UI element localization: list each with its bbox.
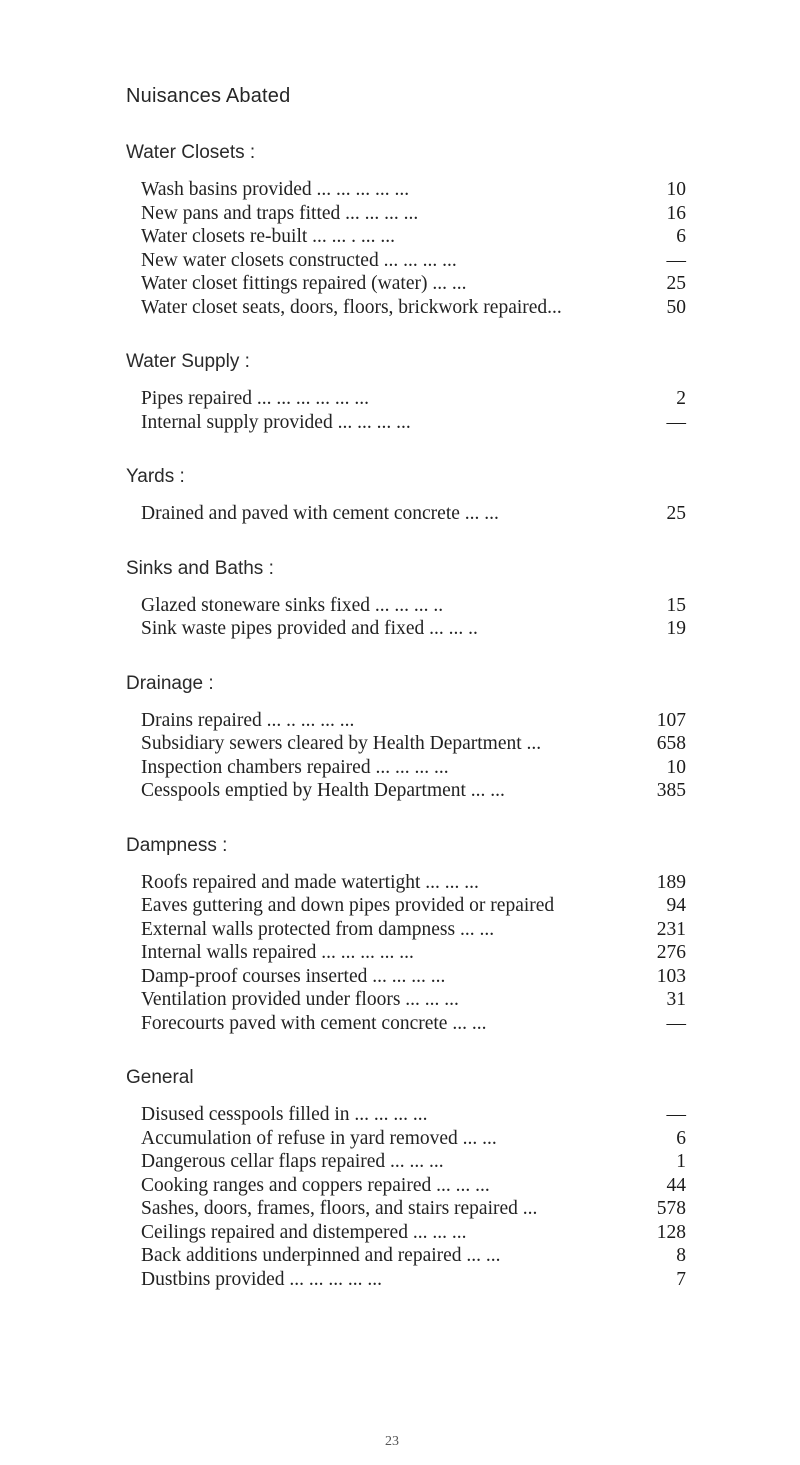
table-row: [126, 178, 686, 202]
table-row: [126, 941, 686, 965]
row-value: 10: [666, 756, 686, 778]
row-value: 10: [666, 179, 686, 200]
table-row: [126, 272, 686, 296]
row-value: 94: [666, 895, 686, 916]
row-label: Pipes repaired ... ... ... ... ... ...: [141, 388, 370, 409]
table-row: [126, 202, 686, 226]
row-value: 276: [656, 942, 686, 963]
row-value: 19: [666, 618, 686, 639]
row-value: 6: [676, 1127, 686, 1149]
section-heading: General: [126, 1067, 194, 1088]
table-row: [126, 779, 686, 803]
row-value: 31: [666, 989, 686, 1010]
section-sinks-and-baths: [126, 556, 686, 641]
section-heading: Water Closets :: [126, 142, 256, 163]
page-number: 23: [385, 1434, 399, 1449]
row-value: 15: [666, 594, 686, 616]
row-value: —: [666, 411, 686, 433]
row-value: 44: [666, 1174, 686, 1196]
table-row: [126, 1197, 686, 1221]
table-row: [126, 1244, 686, 1268]
row-value: 128: [656, 1221, 686, 1243]
row-value: 50: [666, 296, 686, 318]
row-label: Accumulation of refuse in yard removed ... ...: [141, 1127, 497, 1149]
row-value: 6: [676, 226, 686, 247]
table-row: [126, 988, 686, 1012]
row-value: 25: [666, 503, 686, 524]
row-label: New water closets constructed ... ... ... ...: [141, 249, 457, 271]
row-value: 1: [676, 1151, 686, 1172]
row-value: 103: [656, 965, 686, 987]
row-label: Forecourts paved with cement concrete ... ...: [141, 1012, 487, 1034]
row-label: Eaves guttering and down pipes provided or repaired: [141, 895, 555, 916]
table-row: [126, 1174, 686, 1198]
row-value: 231: [656, 918, 686, 940]
row-value: 385: [656, 780, 686, 801]
row-value: 16: [666, 202, 686, 224]
table-row: [126, 732, 686, 756]
table-row: [126, 756, 686, 780]
table-row: [126, 871, 686, 895]
row-value: —: [666, 1012, 686, 1034]
table-row: [126, 1103, 686, 1127]
row-label: Roofs repaired and made watertight ... ... ...: [141, 871, 479, 893]
row-label: Cooking ranges and coppers repaired ... ... ...: [141, 1174, 490, 1196]
table-row: [126, 617, 686, 641]
table-row: [126, 411, 686, 435]
row-value: 189: [656, 871, 686, 893]
row-label: Sink waste pipes provided and fixed ... ... ..: [141, 618, 478, 639]
section-drainage: [126, 671, 686, 803]
row-label: Drained and paved with cement concrete ... ...: [141, 503, 499, 524]
page-title: Nuisances Abated: [126, 85, 291, 107]
section-heading: Water Supply :: [126, 351, 250, 372]
row-label: Ceilings repaired and distempered ... ... ...: [141, 1221, 467, 1243]
section-heading: Drainage :: [126, 672, 214, 694]
section-yards: [126, 464, 686, 526]
sections-container: [126, 140, 686, 1321]
row-label: Internal supply provided ... ... ... ...: [141, 411, 411, 433]
table-row: [126, 894, 686, 918]
row-label: Sashes, doors, frames, floors, and stairs repaired ...: [141, 1198, 538, 1219]
row-value: 658: [656, 733, 686, 754]
row-label: Water closets re-built ... ... . ... ...: [141, 226, 396, 247]
row-label: Internal walls repaired ... ... ... ... ...: [141, 942, 414, 963]
table-row: [126, 502, 686, 526]
section-water-supply: [126, 349, 686, 434]
section-general: [126, 1065, 686, 1291]
row-value: —: [666, 249, 686, 271]
row-label: Ventilation provided under floors ... ... ...: [141, 989, 459, 1010]
row-value: —: [666, 1104, 686, 1125]
row-label: Disused cesspools filled in ... ... ... ...: [141, 1104, 428, 1125]
row-label: Glazed stoneware sinks fixed ... ... ... ..: [141, 594, 444, 616]
section-dampness: [126, 833, 686, 1036]
row-label: Wash basins provided ... ... ... ... ...: [141, 179, 410, 200]
row-label: Back additions underpinned and repaired ... ...: [141, 1245, 501, 1266]
row-value: 2: [676, 388, 686, 409]
row-label: Cesspools emptied by Health Department ... ...: [141, 780, 505, 801]
row-label: Dangerous cellar flaps repaired ... ... ...: [141, 1151, 444, 1172]
row-label: Damp-proof courses inserted ... ... ... ...: [141, 965, 446, 987]
row-label: Drains repaired ... .. ... ... ...: [141, 709, 355, 731]
table-row: [126, 918, 686, 942]
row-label: New pans and traps fitted ... ... ... ...: [141, 202, 419, 224]
row-label: Dustbins provided ... ... ... ... ...: [141, 1268, 383, 1290]
table-row: [126, 1268, 686, 1292]
row-label: Water closet seats, doors, floors, brickwork repaired...: [141, 296, 562, 318]
table-row: [126, 1012, 686, 1036]
row-value: 8: [676, 1245, 686, 1266]
row-label: External walls protected from dampness ... ...: [141, 918, 495, 940]
section-heading: Yards :: [126, 466, 185, 487]
table-row: [126, 709, 686, 733]
row-value: 578: [656, 1198, 686, 1219]
table-row: [126, 965, 686, 989]
section-water-closets: [126, 140, 686, 319]
table-row: [126, 249, 686, 273]
table-row: [126, 1221, 686, 1245]
table-row: [126, 387, 686, 411]
table-row: [126, 1127, 686, 1151]
table-row: [126, 225, 686, 249]
section-heading: Dampness :: [126, 834, 228, 856]
row-label: Subsidiary sewers cleared by Health Department ...: [141, 733, 542, 754]
row-label: Water closet fittings repaired (water) ... ...: [141, 273, 467, 294]
table-row: [126, 594, 686, 618]
row-value: 25: [666, 273, 686, 294]
row-value: 107: [656, 709, 686, 731]
row-value: 7: [676, 1268, 686, 1290]
section-heading: Sinks and Baths :: [126, 557, 274, 579]
table-row: [126, 296, 686, 320]
table-row: [126, 1150, 686, 1174]
row-label: Inspection chambers repaired ... ... ... ...: [141, 756, 449, 778]
